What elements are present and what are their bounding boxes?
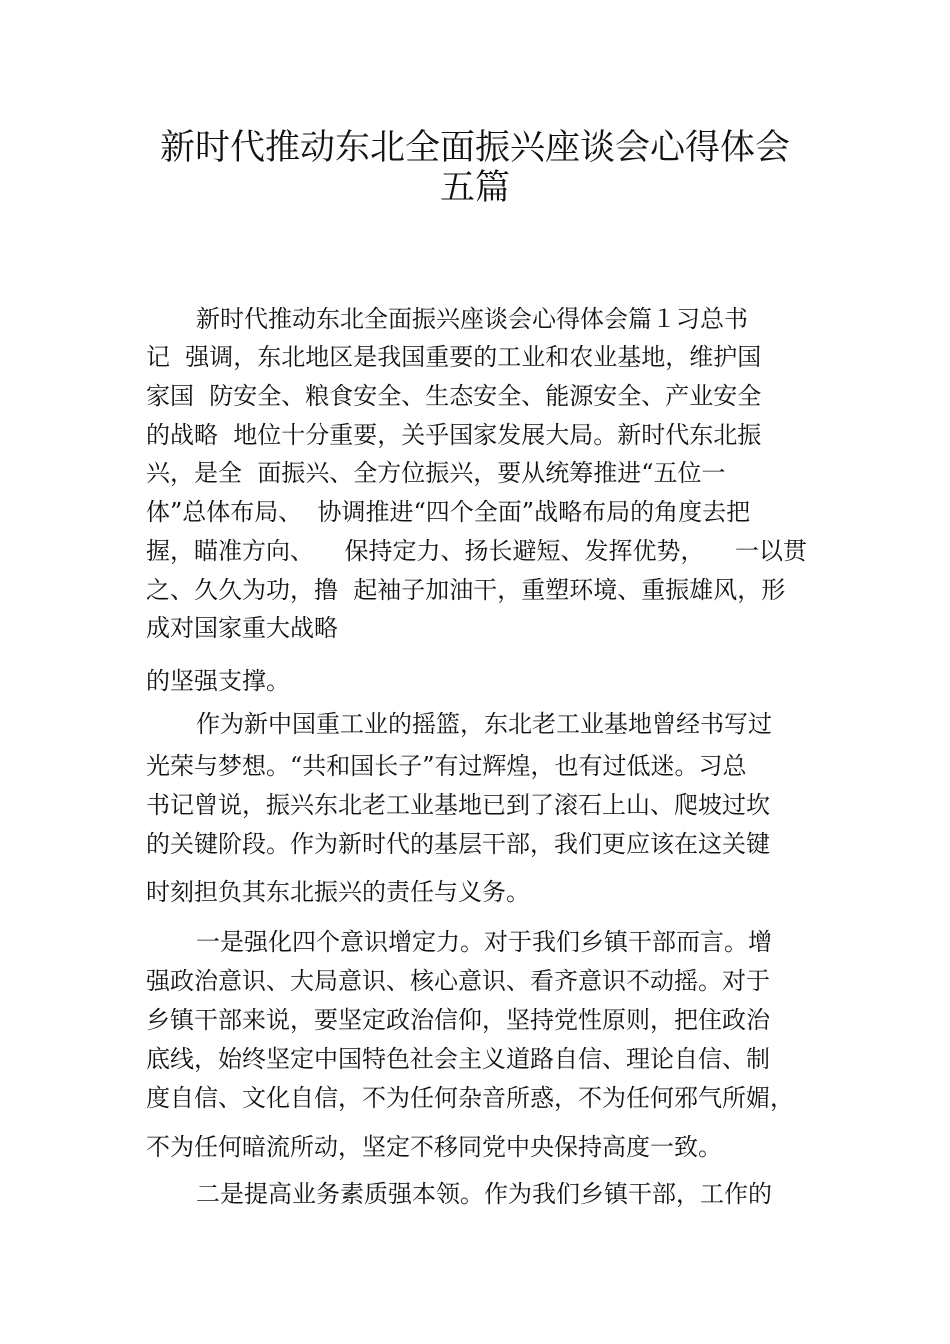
body-line: 作为新中国重工业的摇篮，东北老工业基地曾经书写过 [196, 710, 772, 738]
body-line: 兴，是全 面振兴、全方位振兴，要从统筹推进“五位一 [146, 459, 726, 487]
body-line: 乡镇干部来说，要坚定政治信仰，坚持党性原则，把住政治 [146, 1006, 770, 1034]
body-line: 一是强化四个意识增定力。对于我们乡镇干部而言。增 [196, 928, 772, 956]
body-line: 家国 防安全、粮食安全、生态安全、能源安全、产业安全 [146, 382, 762, 410]
body-line: 的战略 地位十分重要，关乎国家发展大局。新时代东北振 [146, 421, 762, 449]
body-line: 底线，始终坚定中国特色社会主义道路自信、理论自信、制 [146, 1045, 770, 1073]
body-line: 二是提高业务素质强本领。作为我们乡镇干部，工作的 [196, 1180, 772, 1208]
body-line: 新时代推动东北全面振兴座谈会心得体会篇１习总书 [196, 305, 748, 333]
body-line: 成对国家重大战略 [146, 614, 338, 642]
body-line: 度自信、文化自信，不为任何杂音所惑，不为任何邪气所媚， [146, 1084, 794, 1112]
body-line: 握，瞄准方向、 保持定力、扬长避短、发挥优势， 一以贯 [146, 537, 808, 565]
body-line: 强政治意识、大局意识、核心意识、看齐意识不动摇。对于 [146, 967, 770, 995]
body-line: 的关键阶段。作为新时代的基层干部，我们更应该在这关键 [146, 830, 770, 858]
body-line: 的坚强支撑。 [146, 667, 290, 695]
body-line: 不为任何暗流所动，坚定不移同党中央保持高度一致。 [146, 1133, 722, 1161]
document-title-line-2: 五篇 [439, 168, 510, 208]
body-line: 书记曾说，振兴东北老工业基地已到了滚石上山、爬坡过坎 [146, 791, 770, 819]
document-title-line-1: 新时代推动东北全面振兴座谈会心得体会 [159, 128, 790, 168]
body-line: 光荣与梦想。“共和国长子”有过辉煌，也有过低迷。习总 [146, 752, 747, 780]
body-line: 之、久久为功，撸 起袖子加油干，重塑环境、重振雄风，形 [146, 576, 786, 604]
body-line: 记 强调，东北地区是我国重要的工业和农业基地，维护国 [146, 343, 762, 371]
body-line: 体”总体布局、 协调推进“四个全面”战略布局的角度去把 [146, 498, 751, 526]
body-line: 时刻担负其东北振兴的责任与义务。 [146, 878, 530, 906]
